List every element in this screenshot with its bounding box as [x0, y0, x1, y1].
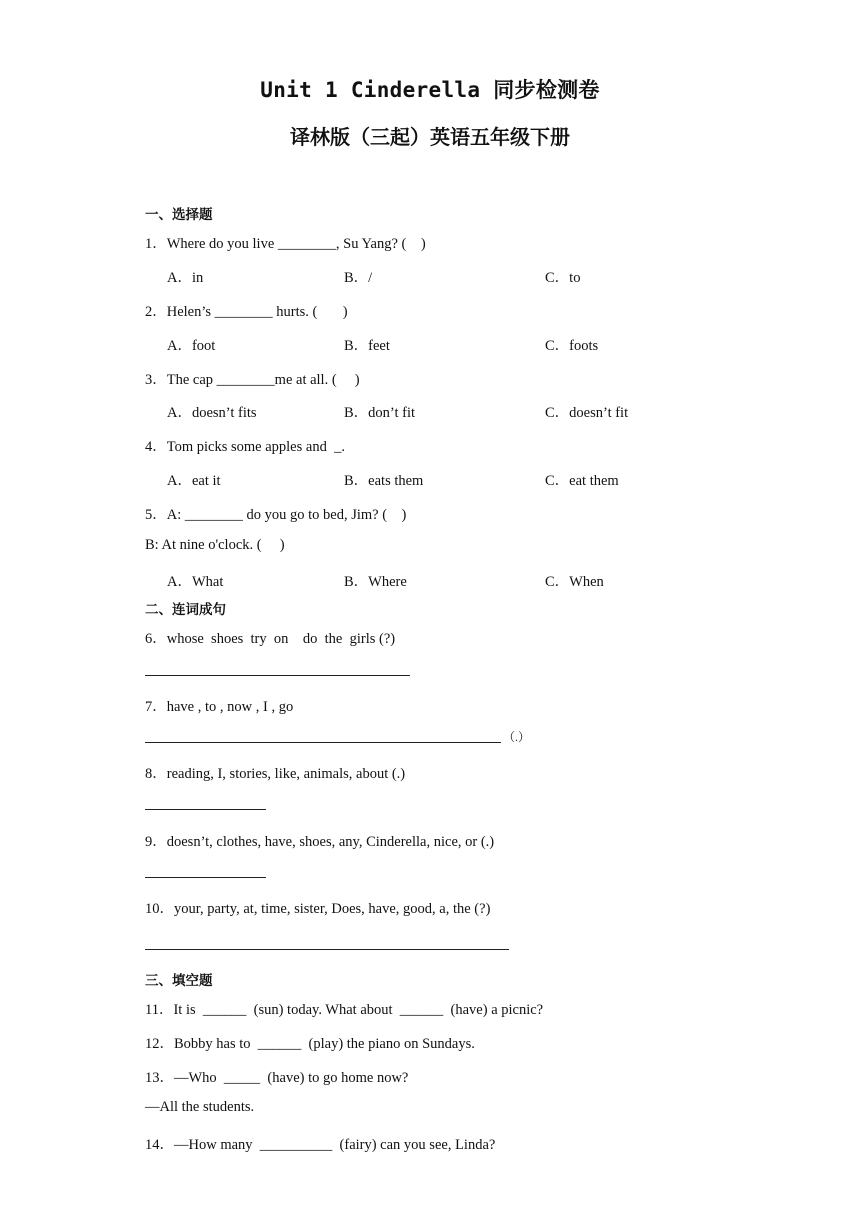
answer-line-10 — [145, 949, 509, 950]
answer-line-8 — [145, 809, 266, 810]
question-7: 7．have , to , now , I , go — [145, 699, 294, 715]
q1-option-a: A．in — [167, 270, 204, 286]
q5-option-c: C．When — [545, 574, 604, 590]
question-1: 1．Where do you live ________, Su Yang? ( ) — [145, 236, 426, 252]
question-3: 3．The cap ________me at all. ( ) — [145, 372, 360, 388]
answer-line-6 — [145, 675, 410, 676]
section-heading-sentence-ordering: 二、连词成句 — [145, 602, 226, 618]
question-7-punctuation: （.） — [503, 730, 531, 744]
question-14: 14．—How many __________ (fairy) can you see, Linda? — [145, 1137, 496, 1153]
question-6: 6．whose shoes try on do the girls (?) — [145, 631, 396, 647]
q5-option-a: A．What — [167, 574, 224, 590]
question-5: 5．A: ________ do you go to bed, Jim? ( ) — [145, 507, 407, 523]
section-heading-fill-in: 三、填空题 — [145, 973, 213, 989]
question-13: 13．—Who _____ (have) to go home now? — [145, 1070, 409, 1086]
question-5-reply: B: At nine o'clock. ( ) — [145, 537, 285, 553]
q3-option-c: C．doesn’t fit — [545, 405, 629, 421]
q2-option-a: A．foot — [167, 338, 216, 354]
answer-line-7 — [145, 742, 501, 743]
q4-option-c: C．eat them — [545, 473, 619, 489]
document-title: Unit 1 Cinderella 同步检测卷 — [260, 78, 600, 102]
q1-option-b: B．/ — [344, 270, 373, 286]
answer-line-9 — [145, 877, 266, 878]
q1-option-c: C．to — [545, 270, 581, 286]
q5-option-b: B．Where — [344, 574, 407, 590]
question-12: 12．Bobby has to ______ (play) the piano on Sundays. — [145, 1036, 475, 1052]
question-4: 4．Tom picks some apples and _. — [145, 439, 345, 455]
question-11: 11．It is ______ (sun) today. What about ______ (have) a picnic? — [145, 1002, 544, 1018]
q2-option-c: C．foots — [545, 338, 599, 354]
q3-option-a: A．doesn’t fits — [167, 405, 257, 421]
q4-option-b: B．eats them — [344, 473, 424, 489]
q4-option-a: A．eat it — [167, 473, 221, 489]
document-subtitle: 译林版（三起）英语五年级下册 — [290, 125, 570, 149]
question-2: 2．Helen’s ________ hurts. ( ) — [145, 304, 348, 320]
section-heading-multiple-choice: 一、选择题 — [145, 207, 213, 223]
q2-option-b: B．feet — [344, 338, 390, 354]
question-9: 9．doesn’t, clothes, have, shoes, any, Cinderella, nice, or (.) — [145, 834, 495, 850]
question-8: 8．reading, I, stories, like, animals, about (.) — [145, 766, 406, 782]
question-10: 10．your, party, at, time, sister, Does, have, good, a, the (?) — [145, 901, 491, 917]
question-13-reply: —All the students. — [145, 1099, 255, 1115]
q3-option-b: B．don’t fit — [344, 405, 416, 421]
